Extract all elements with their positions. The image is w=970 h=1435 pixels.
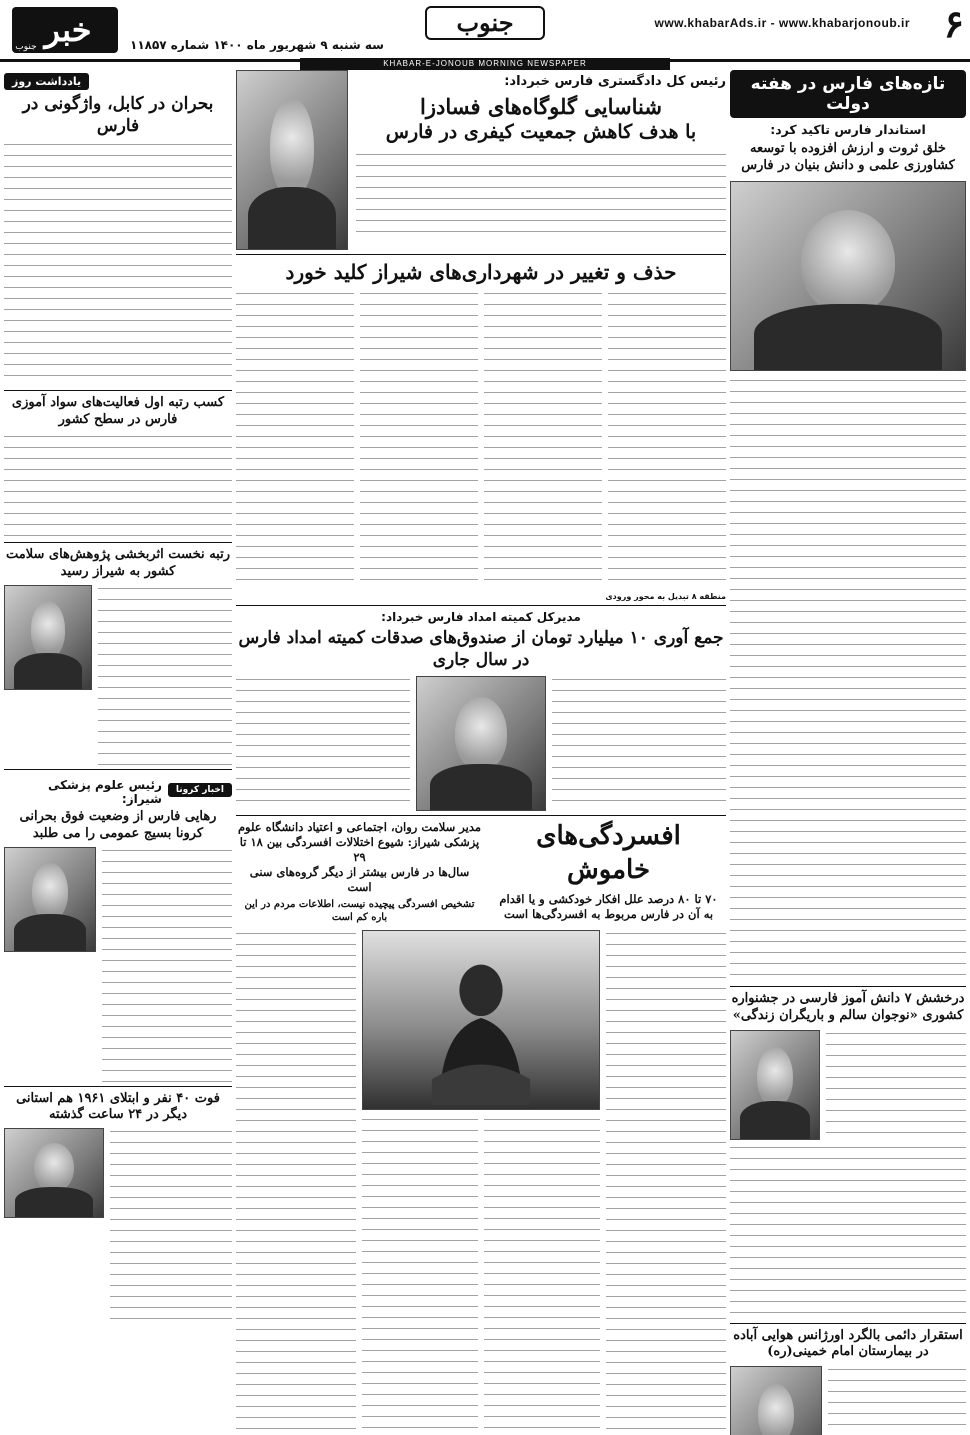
governor-photo	[730, 181, 966, 371]
deaths-body-text	[110, 1128, 232, 1323]
judiciary-headline-1[interactable]: شناسایی گلوگاه‌های فسادزا	[420, 94, 662, 119]
middle-column	[236, 70, 726, 1435]
emdad-headline[interactable]: جمع آوری ۱۰ میلیارد تومان از صندوق‌های صدقات کمیته امداد فارس در سال جاری	[238, 628, 724, 671]
depression-subtitle-2: به آن در فارس مربوط به افسردگی‌ها است	[503, 906, 714, 921]
governor-kicker: استاندار فارس تاکید کرد:	[770, 122, 926, 137]
left-column	[4, 70, 232, 1323]
masthead	[0, 0, 970, 62]
research-photo	[4, 585, 92, 690]
page-number: ۶	[943, 4, 964, 46]
depression-title[interactable]: افسردگی‌های خاموش	[536, 821, 681, 885]
students-festival-text-2	[730, 1144, 966, 1319]
right-column	[730, 70, 966, 1435]
depression-photo	[362, 930, 600, 1110]
depression-subtitle-1: ۷۰ تا ۸۰ درصد علل افکار خودکشی و یا اقدام	[499, 891, 718, 906]
depression-col-3	[362, 1116, 478, 1435]
research-headline[interactable]: رتبه نخست اثربخشی پژوهش‌های سلامت کشور به شیراز رسید	[6, 546, 230, 579]
research-body-text	[98, 585, 232, 765]
judiciary-headline-2[interactable]: با هدف کاهش جمعیت کیفری در فارس	[385, 121, 697, 144]
corona-body-text	[102, 847, 232, 1082]
sitting-figure-icon	[363, 931, 599, 1109]
svg-text:خبر: خبر	[44, 11, 92, 49]
shiraz-col-2	[484, 290, 602, 590]
judiciary-body-text	[356, 151, 726, 241]
judiciary-chief-photo	[236, 70, 348, 250]
depression-col-2	[484, 1116, 600, 1435]
depression-deck-1: مدیر سلامت روان، اجتماعی و اعتیاد دانشگاه علوم	[237, 820, 482, 835]
helicopter-photo	[730, 1366, 822, 1435]
kabul-body-text	[4, 141, 232, 386]
helicopter-text	[828, 1366, 966, 1435]
students-festival-text	[826, 1030, 966, 1140]
literacy-body-text	[4, 433, 232, 538]
svg-text:جنوب: جنوب	[15, 42, 37, 52]
students-festival-photo	[730, 1030, 820, 1140]
newspaper-logo	[10, 3, 120, 57]
corona-headline[interactable]: رهایی فارس از وضعیت فوق بحرانی کرونا بسیج عمومی را می طلبد	[19, 808, 217, 841]
emdad-director-photo	[416, 676, 546, 811]
website-urls[interactable]: www.khabarAds.ir - www.khabarjonoub.ir	[654, 16, 910, 30]
deaths-photo	[4, 1128, 104, 1218]
shiraz-region8-sign: منطقه ۸ تبدیل به محور ورودی	[605, 592, 726, 601]
logo-icon	[10, 3, 120, 57]
governor-headline[interactable]: خلق ثروت و ارزش افزوده با توسعه کشاورزی علمی و دانش بنیان در فارس	[741, 141, 955, 173]
emdad-text-1	[552, 676, 726, 811]
depression-col-1	[606, 930, 726, 1435]
emdad-kicker: مدیرکل کمیته امداد فارس خبرداد:	[381, 610, 581, 624]
shiraz-municipality-headline[interactable]: حذف و تغییر در شهرداری‌های شیراز کلید خورد	[285, 260, 677, 284]
students-festival-headline[interactable]: درخشش ۷ دانش آموز فارسی در جشنواره کشوری «نوجوان سالم و باریگران زندگی»	[731, 990, 965, 1023]
depression-col-4	[236, 930, 356, 1435]
depression-deck-2: پزشکی شیراز: شیوع اختلالات افسردگی بین ۱۸ تا ۲۹	[239, 835, 480, 865]
kabul-headline[interactable]: بحران در کابل، واژگونی در فارس	[22, 94, 214, 137]
date-issue: سه شنبه ۹ شهریور ماه ۱۴۰۰ شماره ۱۱۸۵۷	[130, 38, 384, 52]
deaths-headline[interactable]: فوت ۴۰ نفر و ابتلای ۱۹۶۱ هم استانی دیگر در ۲۴ ساعت گذشته	[16, 1090, 220, 1123]
depression-deck-4: تشخیص افسردگی پیچیده نیست، اطلاعات مردم در این باره کم است	[244, 898, 475, 923]
judiciary-kicker: رئیس کل دادگستری فارس خبرداد:	[504, 74, 726, 89]
governor-body-text	[730, 377, 966, 982]
week-section-band: تازه‌های فارس در هفته دولت	[730, 70, 966, 118]
medical-chief-photo	[4, 847, 96, 952]
shiraz-col-3	[360, 290, 478, 590]
section-title: جنوب	[425, 6, 545, 40]
corona-kicker: رئیس علوم پزشکی شیراز:	[47, 777, 162, 806]
helicopter-headline[interactable]: استقرار دائمی بالگرد اورژانس هوایی آباده در بیمارستان امام خمینی(ره)	[733, 1327, 963, 1360]
corona-news-tag: اخبار کرونا	[168, 783, 232, 797]
depression-deck-3: سال‌ها در فارس بیشتر از دیگر گروه‌های سنی است	[249, 865, 470, 894]
emdad-text-2	[236, 676, 410, 811]
literacy-headline[interactable]: کسب رتبه اول فعالیت‌های سواد آموزی فارس در سطح کشور	[11, 395, 225, 428]
shiraz-col-4	[236, 290, 354, 590]
shiraz-col-1	[608, 290, 726, 590]
english-name-band: KHABAR-E-JONOUB MORNING NEWSPAPER	[300, 58, 670, 70]
daily-note-band: یادداشت روز	[4, 73, 89, 90]
